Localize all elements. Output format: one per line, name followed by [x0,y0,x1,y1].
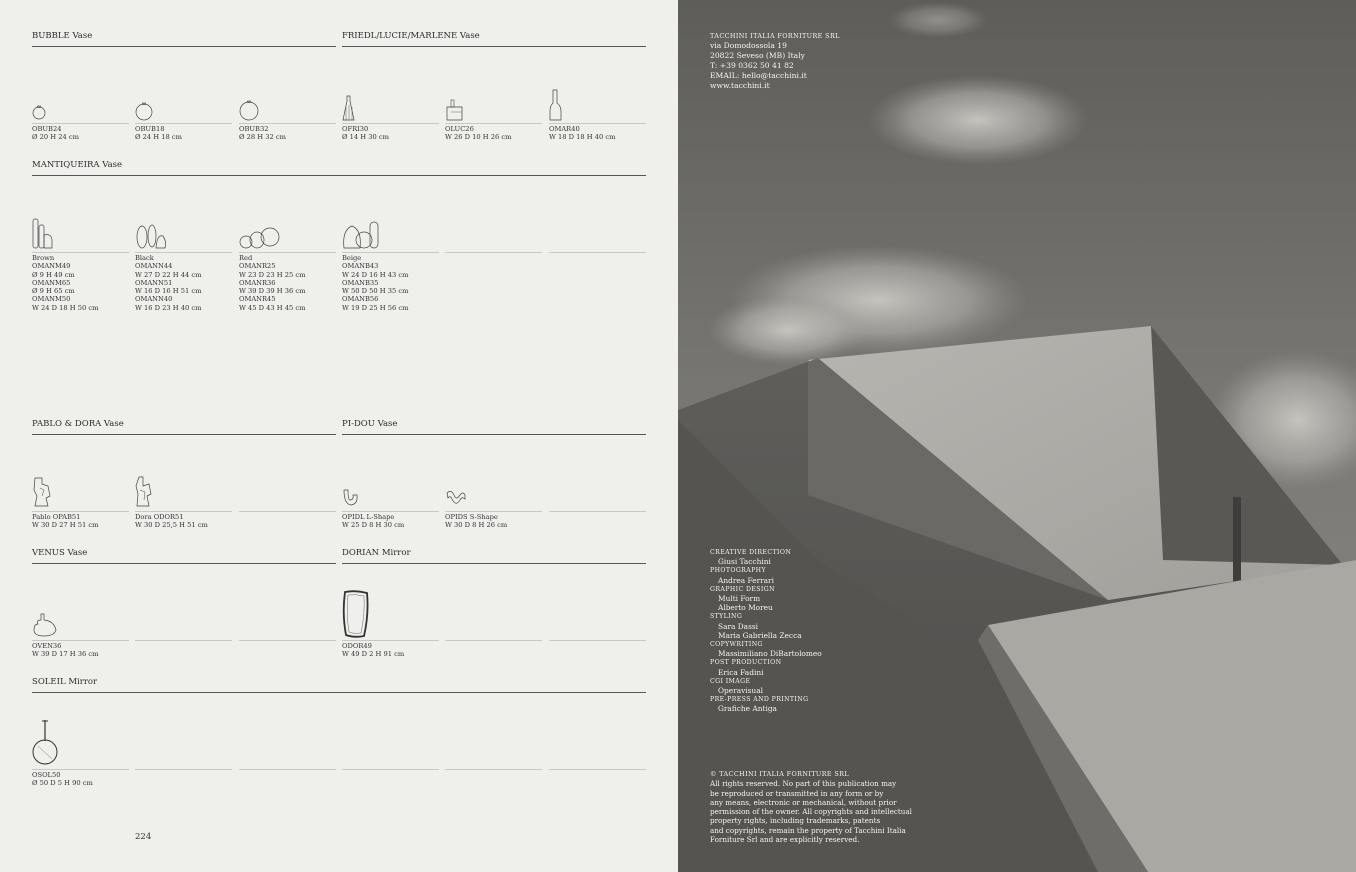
section-rule [32,175,646,176]
cell-baseline [342,640,439,641]
contact-block [710,31,840,91]
product-obub32: OBUB32 Ø 28 H 32 cm [239,125,286,142]
credit-name: Erica Fadini [718,667,764,677]
section-rule [32,434,336,435]
cell-baseline [445,769,542,770]
company-name: TACCHINI ITALIA FORNITURE SRL [710,32,840,40]
product-obub18: OBUB18 Ø 24 H 18 cm [135,125,182,142]
friedl-vase-icon [342,95,356,122]
cell-baseline [32,511,129,512]
product-omar40: OMAR40 W 18 D 18 H 40 cm [549,125,616,142]
dora-vase-icon [135,476,155,508]
cell-baseline [135,511,232,512]
cell-baseline [342,252,439,253]
architecture-photo [678,0,1356,872]
email-link[interactable]: EMAIL: hello@tacchini.it [710,71,807,80]
credit-name: Alberto Moreu [718,603,773,613]
credit-name: Sara Dassi [718,621,759,631]
credit-role: COPYWRITING [710,641,763,649]
credit-role: STYLING [710,613,743,621]
copyright-line: Forniture Srl and are explicitly reserved. [710,835,860,845]
cell-baseline [239,123,336,124]
credit-role: CGI IMAGE [710,677,751,685]
copyright-heading: © TACCHINI ITALIA FORNITURE SRL [710,770,850,778]
address-street: via Domodossola 19 [710,41,787,50]
credit-name: Massimiliano DiBartolomeo [718,649,822,659]
dorian-mirror-icon [342,589,370,639]
section-rule [342,563,646,564]
section-title-pidou: PI-DOU Vase [342,419,398,429]
copyright-line: All rights reserved. No part of this publication may [710,779,897,789]
product-osol50: OSOL50 Ø 50 D 5 H 90 cm [32,771,93,788]
cell-baseline [445,123,542,124]
product-obub24: OBUB24 Ø 20 H 24 cm [32,125,79,142]
product-ofri30: OFRI30 Ø 14 H 30 cm [342,125,389,142]
mantiqueira-black-vases-icon [135,224,169,250]
copyright-line: any means, electronic or mechanical, without prior [710,797,897,807]
section-rule [342,46,646,47]
section-title-soleil: SOLEIL Mirror [32,677,98,687]
copyright-line: property rights, including trademarks, patents [710,816,881,826]
cell-baseline [342,769,439,770]
cell-baseline [135,252,232,253]
cell-baseline [32,769,129,770]
cell-baseline [239,252,336,253]
cell-baseline [32,123,129,124]
product-opids: OPIDS S-Shape W 30 D 8 H 26 cm [445,513,508,530]
product-mantiqueira-red: Red OMANR25 W 23 D 23 H 25 cm OMANR36 W 39 D 39 H 36 cm OMANR45 W 45 D 43 H 45 cm [239,254,306,312]
credit-role: GRAPHIC DESIGN [710,585,775,593]
cell-baseline [135,769,232,770]
right-page [678,0,1356,872]
product-dora: Dora ODOR51 W 30 D 25,5 H 51 cm [135,513,208,530]
section-rule [342,434,646,435]
credit-role: POST PRODUCTION [710,659,782,667]
pidou-l-shape-icon [342,487,360,507]
credits-block [710,548,822,714]
cell-baseline [549,640,646,641]
cell-baseline [549,769,646,770]
cell-baseline [342,511,439,512]
mantiqueira-beige-vases-icon [342,220,382,250]
credit-role: PRE-PRESS AND PRINTING [710,696,809,704]
venus-vase-icon [32,612,58,638]
bubble-vase-large-icon [239,98,261,122]
section-title-bubble: BUBBLE Vase [32,31,93,41]
lucie-vase-icon [445,98,465,122]
soleil-mirror-icon [32,719,60,767]
cell-baseline [239,769,336,770]
section-rule [32,46,336,47]
credit-role: CREATIVE DIRECTION [710,549,792,556]
section-title-mantiqueira: MANTIQUEIRA Vase [32,160,123,170]
phone: T: +39 0362 50 41 82 [710,61,794,70]
product-oluc26: OLUC26 W 26 D 10 H 26 cm [445,125,512,142]
website-link[interactable]: www.tacchini.it [710,81,770,90]
credit-name: Multi Form [718,594,761,604]
cell-baseline [549,511,646,512]
cell-baseline [445,252,542,253]
cell-baseline [32,640,129,641]
mantiqueira-brown-vases-icon [32,217,54,250]
cell-baseline [342,123,439,124]
pablo-vase-icon [32,476,54,508]
section-title-dorian: DORIAN Mirror [342,548,411,558]
copyright-block [710,770,912,844]
cell-baseline [135,640,232,641]
cell-baseline [445,640,542,641]
product-odor49: ODOR49 W 49 D 2 H 91 cm [342,642,405,659]
page-number: 224 [135,832,152,842]
mantiqueira-red-vases-icon [239,226,281,250]
section-title-friedl: FRIEDL/LUCIE/MARLENE Vase [342,31,480,41]
product-opidl: OPIDL L-Shape W 25 D 8 H 30 cm [342,513,405,530]
marlene-vase-icon [549,89,563,122]
copyright-line: and copyrights, remain the property of Tacchini Italia [710,825,906,835]
pidou-s-shape-icon [445,489,467,507]
credit-name: Operavisual [718,686,763,696]
cell-baseline [32,252,129,253]
credit-name: Maria Gabriella Zecca [718,630,802,640]
bubble-vase-small-icon [32,103,48,121]
product-mantiqueira-beige: Beige OMANB43 W 24 D 16 H 43 cm OMANB35 W 50 D 50 H 35 cm OMANB56 W 19 D 25 H 56 cm [342,254,409,312]
cell-baseline [549,123,646,124]
section-title-venus: VENUS Vase [32,548,88,558]
product-oven36: OVEN36 W 39 D 17 H 36 cm [32,642,99,659]
product-pablo: Pablo OPAB51 W 30 D 27 H 51 cm [32,513,99,530]
copyright-line: permission of the owner. All copyrights and intellectual [710,807,912,817]
copyright-line: be reproduced or transmitted in any form or by [710,788,884,798]
section-title-pablo: PABLO & DORA Vase [32,419,124,429]
section-rule [32,563,336,564]
product-mantiqueira-black: Black OMANN44 W 27 D 22 H 44 cm OMANN51 W 16 D 16 H 51 cm OMANN40 W 16 D 23 H 40 cm [135,254,202,312]
cell-baseline [239,511,336,512]
credit-name: Andrea Ferrari [718,575,774,585]
credit-name: Grafiche Antiga [718,704,777,714]
cell-baseline [239,640,336,641]
credit-role: PHOTOGRAPHY [710,567,766,575]
cell-baseline [135,123,232,124]
credit-name: Giusi Tacchini [718,557,771,567]
product-mantiqueira-brown: Brown OMANM49 Ø 9 H 49 cm OMANM65 Ø 9 H 65 cm OMANM50 W 24 D 18 H 50 cm [32,254,99,312]
bubble-vase-medium-icon [135,100,155,122]
cell-baseline [445,511,542,512]
section-rule [32,692,646,693]
address-city: 20822 Seveso (MB) Italy [710,51,805,60]
cell-baseline [549,252,646,253]
